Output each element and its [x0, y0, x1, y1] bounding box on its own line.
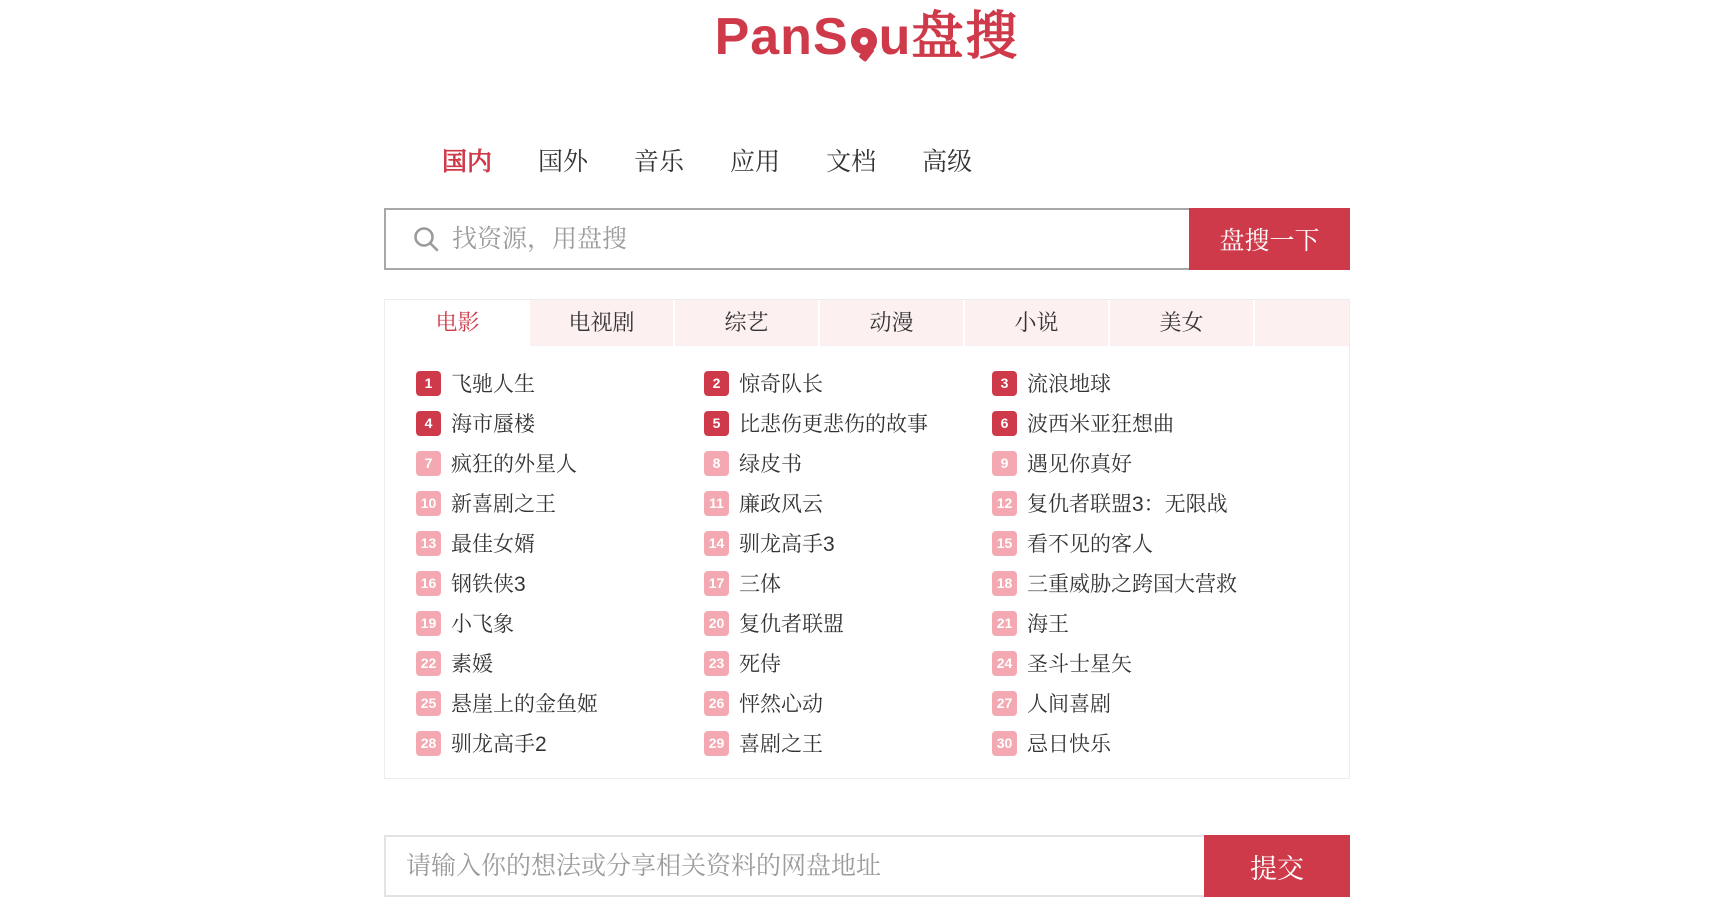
rank-badge: 26 [704, 691, 729, 716]
rank-badge: 20 [704, 611, 729, 636]
hot-item-title: 复仇者联盟 [739, 613, 844, 636]
logo[interactable] [0, 0, 1734, 68]
tab-movies[interactable]: 电影 [385, 300, 530, 346]
hot-item-title: 比悲伤更悲伤的故事 [739, 413, 928, 436]
rank-badge: 6 [992, 411, 1017, 436]
rank-badge: 8 [704, 451, 729, 476]
hot-item[interactable] [416, 643, 704, 683]
hot-item-title: 驯龙高手3 [739, 533, 835, 556]
nav-item-music[interactable]: 音乐 [634, 148, 685, 176]
tab-filler [1255, 300, 1349, 346]
feedback-input[interactable] [384, 835, 1204, 897]
search-input[interactable] [384, 208, 1189, 270]
hot-item[interactable] [992, 443, 1339, 483]
rank-badge: 4 [416, 411, 441, 436]
hot-item[interactable] [992, 523, 1339, 563]
hot-item[interactable] [416, 523, 704, 563]
hot-item-title: 三体 [739, 573, 781, 596]
rank-badge: 13 [416, 531, 441, 556]
hot-item-title: 绿皮书 [739, 453, 802, 476]
rank-badge: 17 [704, 571, 729, 596]
rank-badge: 9 [992, 451, 1017, 476]
hot-item[interactable] [992, 403, 1339, 443]
rank-badge: 25 [416, 691, 441, 716]
nav-item-domestic[interactable]: 国内 [442, 148, 493, 176]
hot-item-title: 三重威胁之跨国大营救 [1027, 573, 1237, 596]
hot-item-title: 看不见的客人 [1027, 533, 1153, 556]
magnifier-o-icon [851, 28, 877, 54]
hot-item[interactable] [992, 483, 1339, 523]
submit-bar [384, 835, 1350, 897]
rank-badge: 27 [992, 691, 1017, 716]
rank-badge: 28 [416, 731, 441, 756]
hot-item-title: 廉政风云 [739, 493, 823, 516]
rank-badge: 10 [416, 491, 441, 516]
hot-item[interactable] [704, 403, 992, 443]
hot-item-title: 最佳女婿 [451, 533, 535, 556]
hot-item-title: 遇见你真好 [1027, 453, 1132, 476]
hot-item-title: 疯狂的外星人 [451, 453, 577, 476]
rank-badge: 23 [704, 651, 729, 676]
rank-badge: 1 [416, 371, 441, 396]
hot-item[interactable] [992, 563, 1339, 603]
hot-item[interactable] [704, 443, 992, 483]
hot-item-title: 死侍 [739, 653, 781, 676]
rank-badge: 21 [992, 611, 1017, 636]
hot-item-title: 人间喜剧 [1027, 693, 1111, 716]
hot-item-title: 惊奇队长 [739, 373, 823, 396]
tab-anime[interactable]: 动漫 [820, 300, 965, 346]
rank-badge: 3 [992, 371, 1017, 396]
logo-text-post: u [878, 8, 912, 66]
hot-item-title: 海市蜃楼 [451, 413, 535, 436]
hot-item[interactable] [992, 723, 1339, 763]
hot-item[interactable] [992, 683, 1339, 723]
hot-item-title: 忌日快乐 [1027, 733, 1111, 756]
rank-badge: 7 [416, 451, 441, 476]
logo-text-cn: 盘搜 [911, 8, 1020, 66]
hot-item-title: 波西米亚狂想曲 [1027, 413, 1174, 436]
hot-item[interactable] [704, 363, 992, 403]
hot-item[interactable] [704, 563, 992, 603]
main-nav [384, 142, 1350, 178]
hot-item[interactable] [992, 643, 1339, 683]
hot-item-title: 新喜剧之王 [451, 493, 556, 516]
logo-text-pre: PanS [714, 8, 849, 66]
hot-item-title: 流浪地球 [1027, 373, 1111, 396]
hot-item[interactable] [416, 603, 704, 643]
tab-variety[interactable]: 综艺 [675, 300, 820, 346]
rank-badge: 14 [704, 531, 729, 556]
hot-item-title: 小飞象 [451, 613, 514, 636]
hot-item[interactable] [416, 563, 704, 603]
rank-badge: 29 [704, 731, 729, 756]
tab-tv[interactable]: 电视剧 [530, 300, 675, 346]
hot-item[interactable] [704, 523, 992, 563]
tab-novel[interactable]: 小说 [965, 300, 1110, 346]
rank-badge: 30 [992, 731, 1017, 756]
rank-badge: 18 [992, 571, 1017, 596]
hot-item[interactable] [416, 683, 704, 723]
hot-item[interactable] [704, 603, 992, 643]
rank-badge: 2 [704, 371, 729, 396]
hot-item[interactable] [992, 363, 1339, 403]
hot-item-title: 复仇者联盟3：无限战 [1027, 493, 1228, 516]
rank-badge: 22 [416, 651, 441, 676]
hot-item-title: 悬崖上的金鱼姬 [451, 693, 598, 716]
hot-item[interactable] [416, 403, 704, 443]
hot-item-title: 飞驰人生 [451, 373, 535, 396]
tab-beauty[interactable]: 美女 [1110, 300, 1255, 346]
nav-item-docs[interactable]: 文档 [826, 148, 877, 176]
hot-list [385, 346, 1349, 778]
hot-item-title: 海王 [1027, 613, 1069, 636]
search-bar [384, 208, 1350, 270]
hot-item-title: 喜剧之王 [739, 733, 823, 756]
nav-item-apps[interactable]: 应用 [730, 148, 781, 176]
nav-item-advanced[interactable]: 高级 [922, 148, 973, 176]
rank-badge: 5 [704, 411, 729, 436]
rank-badge: 24 [992, 651, 1017, 676]
hot-item[interactable] [704, 643, 992, 683]
hot-item-title: 钢铁侠3 [451, 573, 526, 596]
hot-item-title: 素媛 [451, 653, 493, 676]
hot-item-title: 圣斗士星矢 [1027, 653, 1132, 676]
submit-button[interactable]: 提交 [1204, 835, 1350, 897]
hot-item[interactable] [704, 683, 992, 723]
rank-badge: 11 [704, 491, 729, 516]
hot-item[interactable] [704, 723, 992, 763]
category-tabs [385, 300, 1349, 346]
rank-badge: 15 [992, 531, 1017, 556]
hot-item[interactable] [704, 483, 992, 523]
hot-item[interactable] [416, 723, 704, 763]
nav-item-abroad[interactable]: 国外 [538, 148, 589, 176]
hot-item-title: 驯龙高手2 [451, 733, 547, 756]
hot-item[interactable] [992, 603, 1339, 643]
rank-badge: 16 [416, 571, 441, 596]
hot-item[interactable] [416, 483, 704, 523]
search-button[interactable]: 盘搜一下 [1189, 208, 1350, 270]
hot-item-title: 怦然心动 [739, 693, 823, 716]
rank-badge: 12 [992, 491, 1017, 516]
hot-item[interactable] [416, 363, 704, 403]
hot-panel [384, 299, 1350, 779]
rank-badge: 19 [416, 611, 441, 636]
hot-item[interactable] [416, 443, 704, 483]
